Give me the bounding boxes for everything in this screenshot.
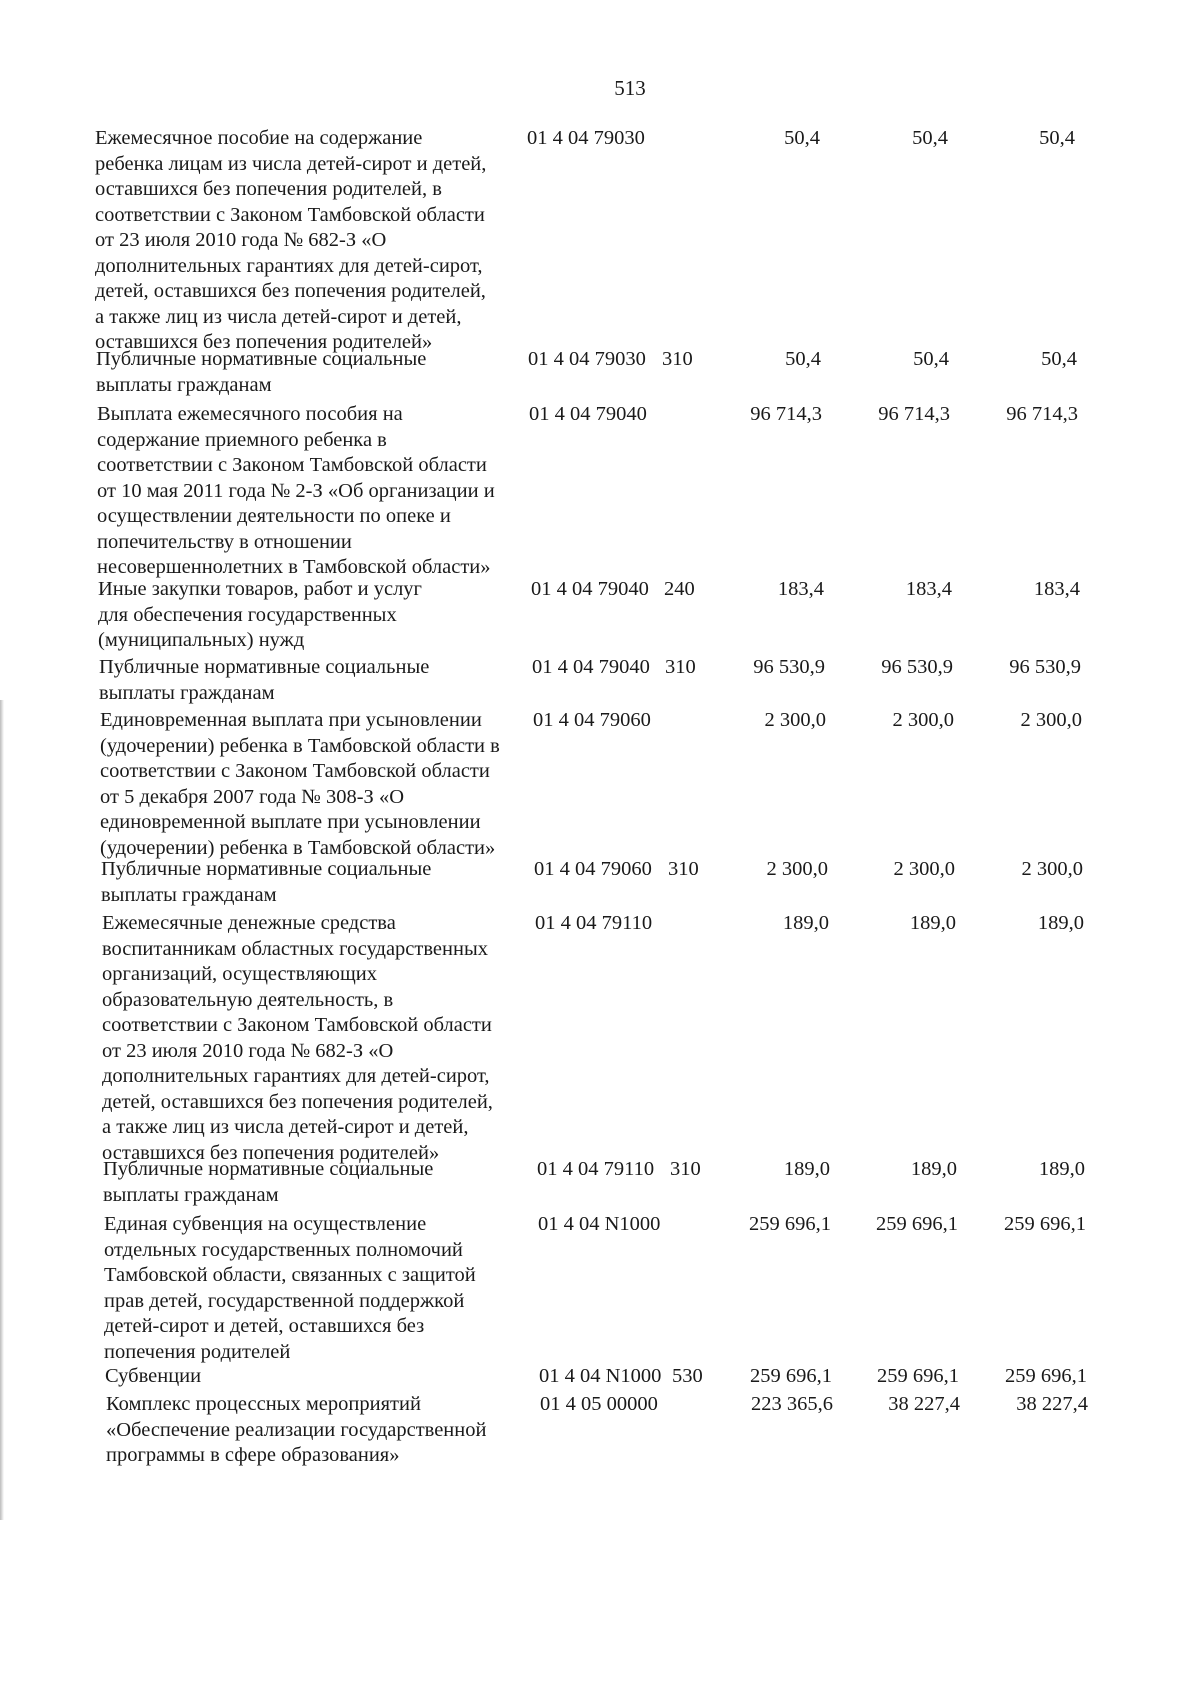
row-value-year1: 189,0 xyxy=(783,1158,830,1180)
row-value-year3: 2 300,0 xyxy=(1020,709,1082,731)
row-description: Публичные нормативные социальные выплаты гражданам xyxy=(101,858,432,906)
row-description: Комплекс процессных мероприятий «Обеспечение реализации государственной программы в сфере образования» xyxy=(106,1393,487,1466)
row-value-year3: 50,4 xyxy=(1039,127,1075,149)
row-description: Иные закупки товаров, работ и услуг для обеспечения государственных (муниципальных) нужд xyxy=(98,578,422,651)
row-target-code: 01 4 04 79060 xyxy=(533,709,651,731)
row-value-year2: 183,4 xyxy=(905,578,952,600)
row-value-year2: 50,4 xyxy=(913,348,949,370)
row-value-year1: 50,4 xyxy=(785,348,821,370)
row-value-year2: 2 300,0 xyxy=(893,858,955,880)
row-value-year1: 2 300,0 xyxy=(764,709,826,731)
row-value-year1: 259 696,1 xyxy=(750,1365,832,1387)
row-expense-kind: 310 xyxy=(668,858,699,880)
row-target-code: 01 4 04 79060 xyxy=(534,858,652,880)
row-description: Выплата ежемесячного пособия на содержание приемного ребенка в соответствии с Законом Тамбовской области от 10 мая 2011 года № 2-З «Об организации и осуществлении деятельности по опеке и попечительству в отношении несовершеннолетних в Тамбовской области» xyxy=(97,403,495,578)
row-value-year3: 50,4 xyxy=(1041,348,1077,370)
row-target-code: 01 4 04 79030 xyxy=(527,127,645,149)
row-target-code: 01 4 04 79030 xyxy=(528,348,646,370)
row-description: Публичные нормативные социальные выплаты гражданам xyxy=(103,1158,434,1206)
row-target-code: 01 4 04 79040 xyxy=(532,656,650,678)
row-value-year3: 96 714,3 xyxy=(1006,403,1078,425)
row-value-year2: 96 714,3 xyxy=(878,403,950,425)
row-value-year1: 50,4 xyxy=(784,127,820,149)
row-value-year3: 38 227,4 xyxy=(1016,1393,1088,1415)
row-description: Единая субвенция на осуществление отдельных государственных полномочий Тамбовской области, связанных с защитой прав детей, государственной поддержкой детей-сирот и детей, оставшихся без попечения родителей xyxy=(104,1213,476,1363)
row-value-year2: 50,4 xyxy=(912,127,948,149)
row-value-year2: 189,0 xyxy=(910,1158,957,1180)
row-value-year3: 96 530,9 xyxy=(1009,656,1081,678)
row-target-code: 01 4 04 79110 xyxy=(535,912,653,934)
row-target-code: 01 4 05 00000 xyxy=(540,1393,658,1415)
row-value-year2: 259 696,1 xyxy=(877,1365,959,1387)
row-target-code: 01 4 04 79040 xyxy=(531,578,649,600)
row-value-year2: 2 300,0 xyxy=(892,709,954,731)
row-description: Субвенции xyxy=(105,1365,202,1387)
row-value-year3: 259 696,1 xyxy=(1004,1213,1086,1235)
row-target-code: 01 4 04 N1000 xyxy=(539,1365,662,1387)
row-value-year1: 259 696,1 xyxy=(749,1213,831,1235)
row-value-year1: 2 300,0 xyxy=(766,858,828,880)
row-value-year2: 189,0 xyxy=(909,912,956,934)
page-number: 513 xyxy=(614,76,646,100)
row-expense-kind: 310 xyxy=(665,656,696,678)
row-value-year3: 183,4 xyxy=(1033,578,1080,600)
row-expense-kind: 310 xyxy=(670,1158,701,1180)
row-value-year3: 2 300,0 xyxy=(1021,858,1083,880)
row-value-year2: 96 530,9 xyxy=(881,656,953,678)
row-value-year2: 38 227,4 xyxy=(888,1393,960,1415)
row-value-year1: 96 530,9 xyxy=(753,656,825,678)
row-target-code: 01 4 04 79110 xyxy=(537,1158,655,1180)
row-value-year1: 223 365,6 xyxy=(751,1393,833,1415)
scan-edge-shadow xyxy=(0,700,4,1520)
row-expense-kind: 530 xyxy=(672,1365,703,1387)
row-value-year2: 259 696,1 xyxy=(876,1213,958,1235)
row-description: Публичные нормативные социальные выплаты гражданам xyxy=(96,348,427,396)
row-description: Публичные нормативные социальные выплаты гражданам xyxy=(99,656,430,704)
row-description: Единовременная выплата при усыновлении (удочерении) ребенка в Тамбовской области в соответствии с Законом Тамбовской области от 5 декабря 2007 года № 308-З «О единовременной выплате при усыновлении (удочерении) ребенка в Тамбовской области» xyxy=(100,709,500,859)
row-value-year3: 189,0 xyxy=(1037,912,1084,934)
row-expense-kind: 310 xyxy=(662,348,693,370)
row-target-code: 01 4 04 N1000 xyxy=(538,1213,661,1235)
row-value-year1: 96 714,3 xyxy=(750,403,822,425)
row-value-year1: 189,0 xyxy=(782,912,829,934)
row-value-year1: 183,4 xyxy=(777,578,824,600)
row-description: Ежемесячное пособие на содержание ребенка лицам из числа детей-сирот и детей, оставшихся без попечения родителей, в соответствии с Законом Тамбовской области от 23 июля 2010 года № 682-З «О дополнительных гарантиях для детей-сирот, детей, оставшихся без попечения родителей, а также лиц из числа детей-сирот и детей, оставшихся без попечения родителей» xyxy=(95,127,487,353)
row-value-year3: 259 696,1 xyxy=(1005,1365,1087,1387)
row-description: Ежемесячные денежные средства воспитанникам областных государственных организаций, осуществляющих образовательную деятельность, в соответствии с Законом Тамбовской области от 23 июля 2010 года № 682-З «О дополнительных гарантиях для детей-сирот, детей, оставшихся без попечения родителей, а также лиц из числа детей-сирот и детей, оставшихся без попечения родителей» xyxy=(102,912,493,1164)
row-value-year3: 189,0 xyxy=(1038,1158,1085,1180)
row-target-code: 01 4 04 79040 xyxy=(529,403,647,425)
row-expense-kind: 240 xyxy=(664,578,695,600)
